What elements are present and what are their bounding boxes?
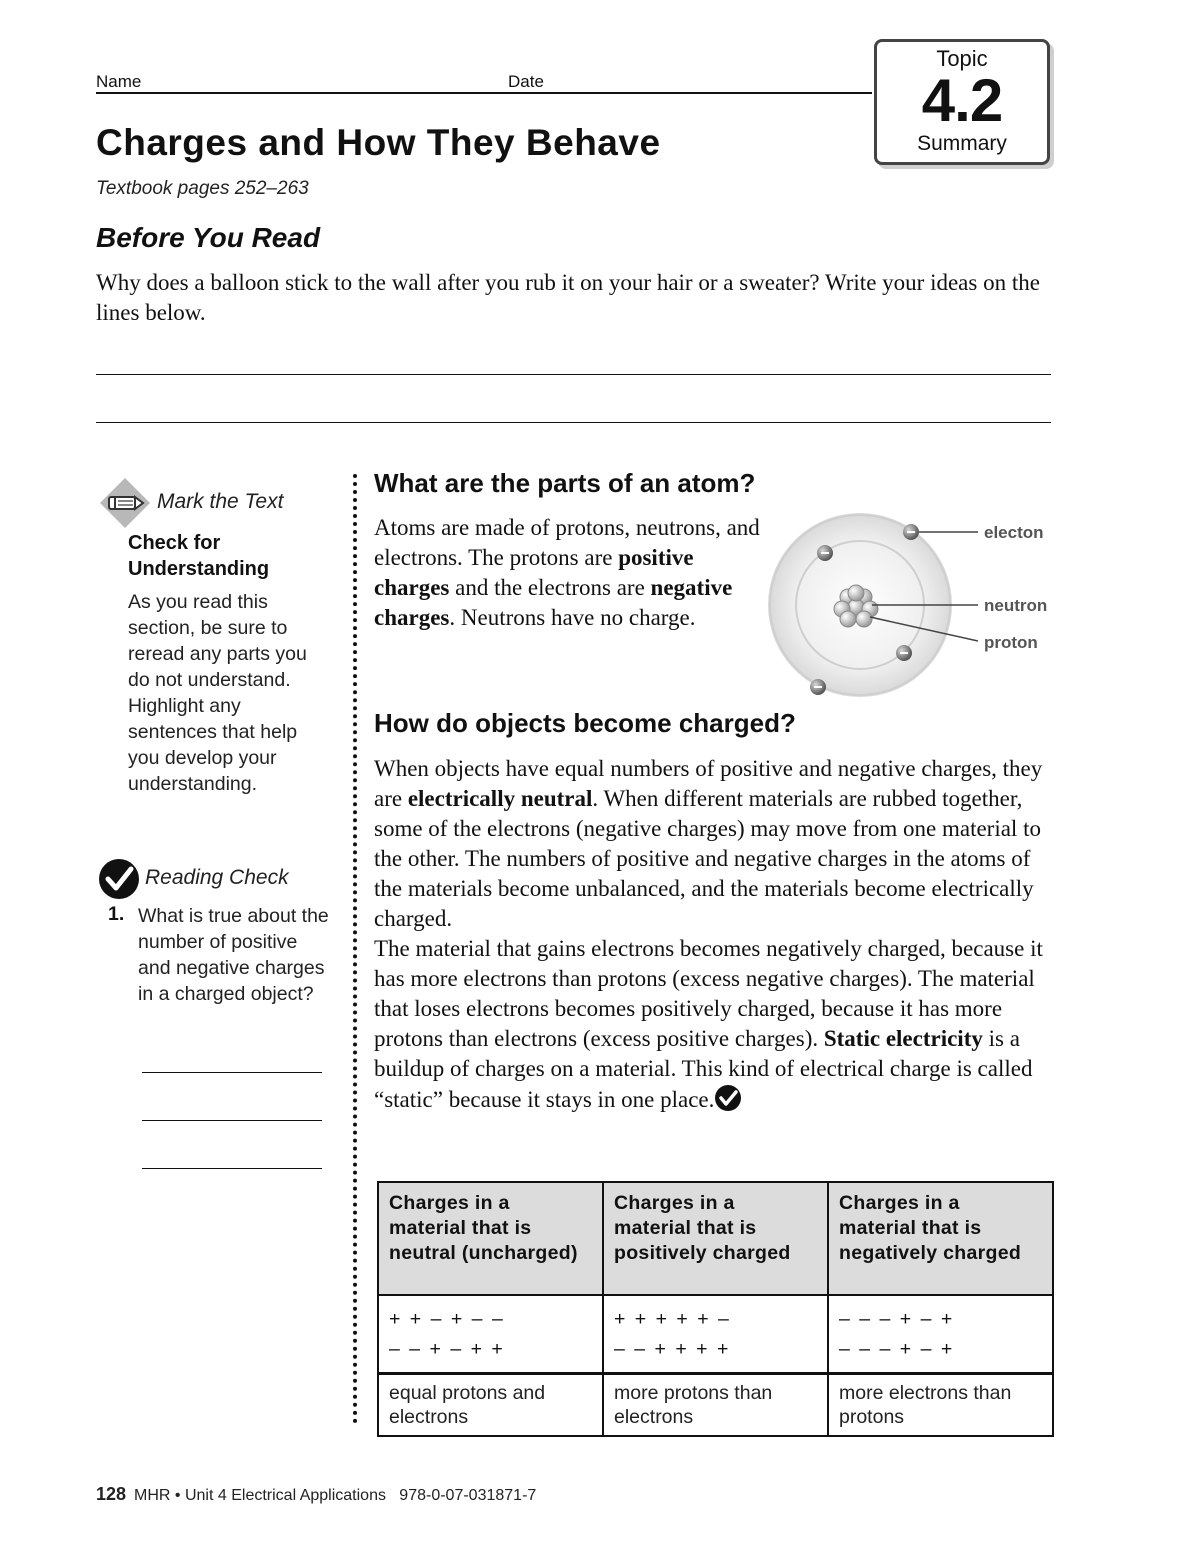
atom-paragraph: Atoms are made of protons, neutrons, and electrons. The protons are positive charges and the electrons are negative charges. Neutrons have no charge. xyxy=(374,515,760,630)
term-positive-charges: positive charges xyxy=(374,545,694,600)
topic-number: 4.2 xyxy=(921,67,1003,134)
table-header: Charges in a material that is positively charged xyxy=(603,1182,828,1295)
reading-check-question: What is true about the number of positive and negative charges in a charged object? xyxy=(138,905,329,1005)
charged-paragraph-1: When objects have equal numbers of positive and negative charges, they are electrically neutral. When different materials are rubbed together, some of the electrons (negative charges) may move from one material to the other. The numbers of positive and negative charges in the atoms of the materials become unbalanced, and the materials become electrically charged. xyxy=(374,756,1043,931)
page-title: Charges and How They Behave xyxy=(96,122,661,163)
description-cell: more electrons than protons xyxy=(828,1374,1053,1437)
answer-line[interactable] xyxy=(142,1120,322,1121)
pencil-icon xyxy=(98,476,152,530)
charge-signs-cell: + + + + + – – – + + + + xyxy=(603,1295,828,1374)
atom-section-heading: What are the parts of an atom? xyxy=(374,468,756,498)
charge-signs-cell: + + – + – – – – + – + + xyxy=(378,1295,603,1374)
check-for-understanding-heading: Check for Understanding xyxy=(128,532,270,580)
date-label: Date xyxy=(508,72,544,91)
table-row xyxy=(378,1295,1053,1374)
name-label: Name xyxy=(96,72,142,91)
table-row xyxy=(378,1374,1053,1437)
charged-section-heading: How do objects become charged? xyxy=(374,708,796,738)
charged-paragraph-2: The material that gains electrons becomes negatively charged, because it has more electrons than protons (excess negative charges). The material that loses electrons becomes positively charged, because it has more protons than electrons (excess positive charges). Static electricity is a buildup of charges on a material. This kind of electrical charge is called “static” because it stays in one place. xyxy=(374,936,1043,1112)
name-date-line xyxy=(96,92,872,94)
check-for-understanding-text: As you read this section, be sure to reread any parts you do not understand. Highlight any sentences that help you develop your understanding. xyxy=(128,591,307,795)
electron-label: electon xyxy=(984,523,1044,542)
reading-check-marker-icon xyxy=(714,1084,742,1112)
table-header: Charges in a material that is negatively charged xyxy=(828,1182,1053,1295)
description-cell: equal protons and electrons xyxy=(378,1374,603,1437)
answer-line[interactable] xyxy=(96,422,1051,423)
checkmark-icon xyxy=(98,858,140,900)
before-you-read-heading: Before You Read xyxy=(96,222,321,253)
table-header-row xyxy=(378,1182,1053,1295)
atom-diagram xyxy=(768,505,1058,705)
footer-text: MHR • Unit 4 Electrical Applications 978-0-07-031871-7 xyxy=(134,1487,537,1504)
proton-label: proton xyxy=(984,633,1038,652)
charges-table xyxy=(377,1181,1054,1437)
topic-badge xyxy=(874,39,1050,165)
table-header: Charges in a material that is neutral (uncharged) xyxy=(378,1182,603,1295)
page-footer xyxy=(96,1484,536,1505)
answer-line[interactable] xyxy=(142,1072,322,1073)
charge-signs-cell: – – – + – + – – – + – + xyxy=(828,1295,1053,1374)
before-you-read-prompt: Why does a balloon stick to the wall after you rub it on your hair or a sweater? Write your ideas on the lines below. xyxy=(96,270,1040,325)
reading-check-title: Reading Check xyxy=(145,866,289,889)
term-electrically-neutral: electrically neutral xyxy=(407,786,593,811)
term-negative-charges: negative charges xyxy=(374,575,733,630)
description-cell: more protons than electrons xyxy=(603,1374,828,1437)
term-static-electricity: Static electricity xyxy=(823,1026,983,1051)
topic-type: Summary xyxy=(917,132,1007,155)
column-divider xyxy=(353,474,357,1424)
textbook-pages: Textbook pages 252–263 xyxy=(96,178,309,199)
neutron-label: neutron xyxy=(984,596,1048,615)
question-number: 1. xyxy=(108,903,125,925)
mark-the-text-title: Mark the Text xyxy=(157,490,284,513)
topic-word: Topic xyxy=(936,46,988,71)
charged-text xyxy=(374,754,1054,1115)
page-number: 128 xyxy=(96,1484,127,1504)
answer-line[interactable] xyxy=(96,374,1051,375)
answer-line[interactable] xyxy=(142,1168,322,1169)
